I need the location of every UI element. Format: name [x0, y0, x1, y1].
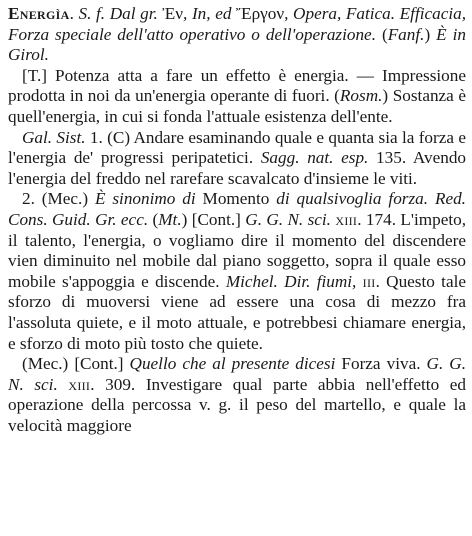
text-segment: ( [381, 24, 388, 44]
text-segment: 2. (Mec.) [22, 189, 95, 209]
text-segment: . [69, 4, 79, 23]
text-segment: Mt. [158, 209, 182, 229]
headword: Energìa [8, 4, 70, 23]
text-segment: , Opera, Fatica. Efficacia, Forza speciale dell'atto operativo o dell'operazione. [8, 4, 467, 44]
text-segment: ) [424, 24, 437, 44]
text-segment: . Questo tale sforzo di muoversi viene ad essere una cosa di mezzo fra l'assoluta quiete, e il moto attuale, e potrebbesi chiamare energia, e sforzo di moto più tosto che quiete. [8, 271, 466, 353]
citation-paragraph [8, 128, 466, 190]
forza-viva-paragraph [8, 354, 466, 436]
text-segment: ) Sostanza è quell'energia, in cui si fonda l'attuale esistenza dell'ente. [8, 86, 466, 126]
text-segment: Rosm. [339, 86, 383, 106]
text-segment: ( [148, 209, 159, 229]
entry-headword-paragraph [8, 4, 466, 66]
text-segment: xiii [335, 209, 358, 229]
text-segment: Sagg. nat. esp. [260, 148, 369, 168]
text-segment: Michel. Dir. fiumi, [225, 271, 357, 291]
text-segment: ) [Cont.] [181, 209, 246, 229]
text-segment: . 174. L'impeto, il talento, l'energia, o vogliamo dire il momento del discendere vien diminuito nel mobile dal piano soggetto, sopra il quale esso mobile s'appoggia e discende. [8, 209, 466, 291]
text-segment: 135. Avendo l'energia del freddo nel rarefare scavalcato d'insieme le viti. [8, 148, 467, 188]
text-segment: È sinonimo di [94, 189, 196, 209]
text-segment: Ἐν [162, 4, 184, 23]
text-segment: (Mec.) [Cont.] [22, 354, 130, 374]
text-segment: Momento [195, 189, 277, 209]
text-segment: Fanf. [387, 24, 425, 44]
text-segment: , In, ed [183, 4, 237, 23]
text-segment: xiii [68, 374, 91, 394]
text-segment: G. G. N. sci. [245, 209, 331, 229]
definition-paragraph [8, 66, 466, 128]
text-segment: Quello che al presente dicesi [129, 354, 336, 374]
mechanics-sense-paragraph [8, 189, 466, 354]
text-segment: S. f. Dal gr. [78, 4, 163, 23]
text-segment: . 309. Investigare qual parte abbia nell'effetto ed operazione della percossa v. g. il peso del martello, e quale la velocità maggiore [8, 374, 466, 435]
text-segment: 1. (C) Andare esaminando quale e quanta sia la forza e l'energia de' progressi peripatetici. [8, 127, 466, 168]
text-segment: Gal. Sist. [22, 127, 86, 147]
text-segment: iii [362, 271, 376, 291]
text-segment: G. G. N. sci. [8, 354, 466, 394]
text-segment: Ἔργον [236, 4, 285, 23]
text-segment [58, 375, 69, 394]
text-segment: [T.] Potenza atta a fare un effetto è energia. — Impressione prodotta in noi da un'energia operante di fuori. ( [8, 65, 466, 106]
text-segment: Forza viva. [335, 354, 427, 374]
text-segment: È in Girol. [8, 24, 466, 65]
text-segment: di qualsivoglia forza. Red. Cons. Guid. Gr. ecc. [8, 189, 466, 229]
